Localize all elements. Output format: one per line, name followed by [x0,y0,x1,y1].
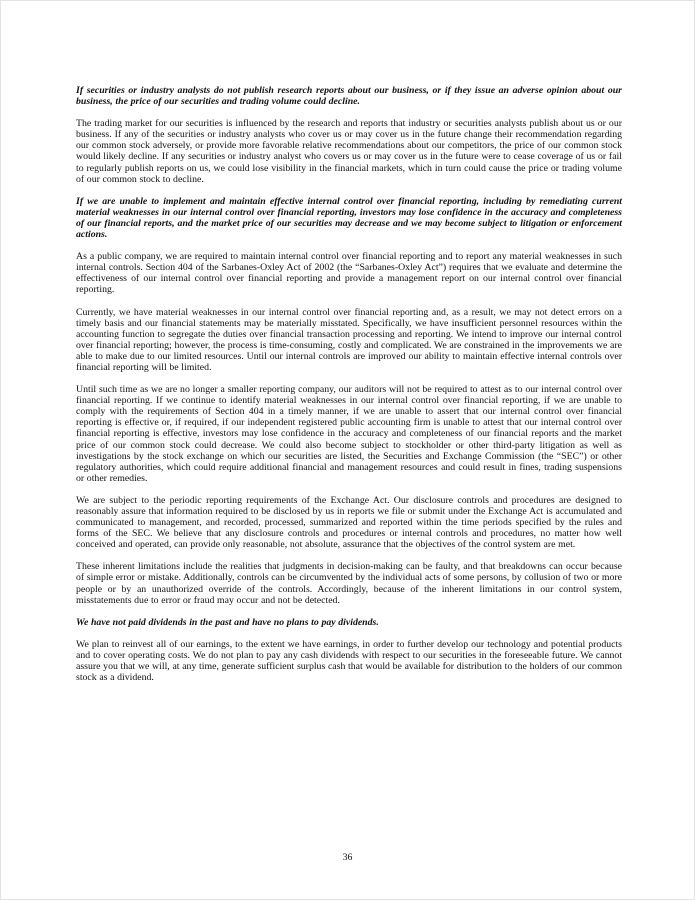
body-paragraph-exchange-act: We are subject to the periodic reporting requirements of the Exchange Act. Our disclosure controls and procedures are designed to reasonably assure that information required to be disclosed by us in reports we file or submit under the Exchange Act is accumulated and communicated to management, and recorded, processed, summarized and reported within the time periods specified by the rules and forms of the SEC. We believe that any disclosure controls and procedures or internal controls and procedures, no matter how well conceived and operated, can provide only reasonable, not absolute, assurance that the objectives of the control system are met. [76,494,622,551]
risk-heading-internal-control: If we are unable to implement and maintain effective internal control over financial reporting, including by remediating current material weaknesses in our internal control over financial reporting, investors may lose confidence in the accuracy and completeness of our financial reports, and the market price of our securities may decrease and we may become subject to litigation or enforcement actions. [76,195,622,241]
risk-heading-dividends: We have not paid dividends in the past and have no plans to pay dividends. [76,616,379,628]
page-footer [1,852,694,863]
body-paragraph-analyst-reports: The trading market for our securities is influenced by the research and reports that industry or securities analysts publish about us or our business. If any of the securities or industry analysts who cover us or may cover us in the future change their recommendation regarding our common stock adversely, or provide more favorable relative recommendations about our competitors, the price of our common stock would likely decline. If any securities or industry analyst who covers us or may cover us in the future were to cease coverage of us or fail to regularly publish reports on us, we could lose visibility in the financial markets, which in turn could cause the price or trading volume of our common stock to decline. [76,118,622,185]
body-paragraph-inherent-limitations: These inherent limitations include the realities that judgments in decision-making can be faulty, and that breakdowns can occur because of simple error or mistake. Additionally, controls can be circumvented by the individual acts of some persons, by collusion of two or more people or by an unauthorized override of the controls. Accordingly, because of the inherent limitations in our control system, misstatements due to error or fraud may occur and not be detected. [76,561,623,606]
body-paragraph-material-weaknesses: Currently, we have material weaknesses in our internal control over financial reporting and, as a result, we may not detect errors on a timely basis and our financial statements may be materially misstated. Specifically, we have insufficient personnel resources within the accounting function to segregate the duties over financial transaction processing and reporting. We intend to improve our internal control over financial reporting; however, the process is time-consuming, costly and complicated. We are constrained in the improvements we are able to make due to our limited resources. Until our internal controls are improved our ability to maintain effective internal controls over financial reporting will be limited. [76,306,622,373]
body-paragraph-dividends: We plan to reinvest all of our earnings, to the extent we have earnings, in order to further develop our technology and potential products and to cover operating costs. We do not plan to pay any cash dividends with respect to our securities in the foreseeable future. We cannot assure you that we will, at any time, generate sufficient surplus cash that would be available for distribution to the holders of our common stock as a dividend. [76,638,622,684]
body-paragraph-public-company: As a public company, we are required to maintain internal control over financial reporting and to report any material weaknesses in such internal controls. Section 404 of the Sarbanes-Oxley Act of 2002 (the “Sarbanes-Oxley Act”) requires that we evaluate and determine the effectiveness of our internal control over financial reporting and provide a management report on our internal control over financial reporting. [76,251,622,296]
page-content [76,85,622,694]
body-paragraph-smaller-reporting-company: Until such time as we are no longer a smaller reporting company, our auditors will not be required to attest as to our internal control over financial reporting. If we continue to identify material weaknesses in our internal control over financial reporting, if we are unable to comply with the requirements of Section 404 in a timely manner, if we are unable to assert that our internal control over financial reporting is effective or, if required, if our independent registered public accounting firm is unable to attest that our internal control over financial reporting is effective, investors may lose confidence in the accuracy and completeness of our financial reports and the market price of our common stock could decrease. We could also become subject to stockholder or other third-party litigation as well as investigations by the stock exchange on which our securities are listed, the Securities and Exchange Commission (the “SEC”) or other regulatory authorities, which could require additional financial and management resources and could result in fines, trading suspensions or other remedies. [76,384,622,484]
risk-heading-analyst-reports: If securities or industry analysts do not publish research reports about our business, or if they issue an adverse opinion about our business, the price of our securities and trading volume could decline. [76,85,622,108]
page-number: 36 [342,852,353,863]
